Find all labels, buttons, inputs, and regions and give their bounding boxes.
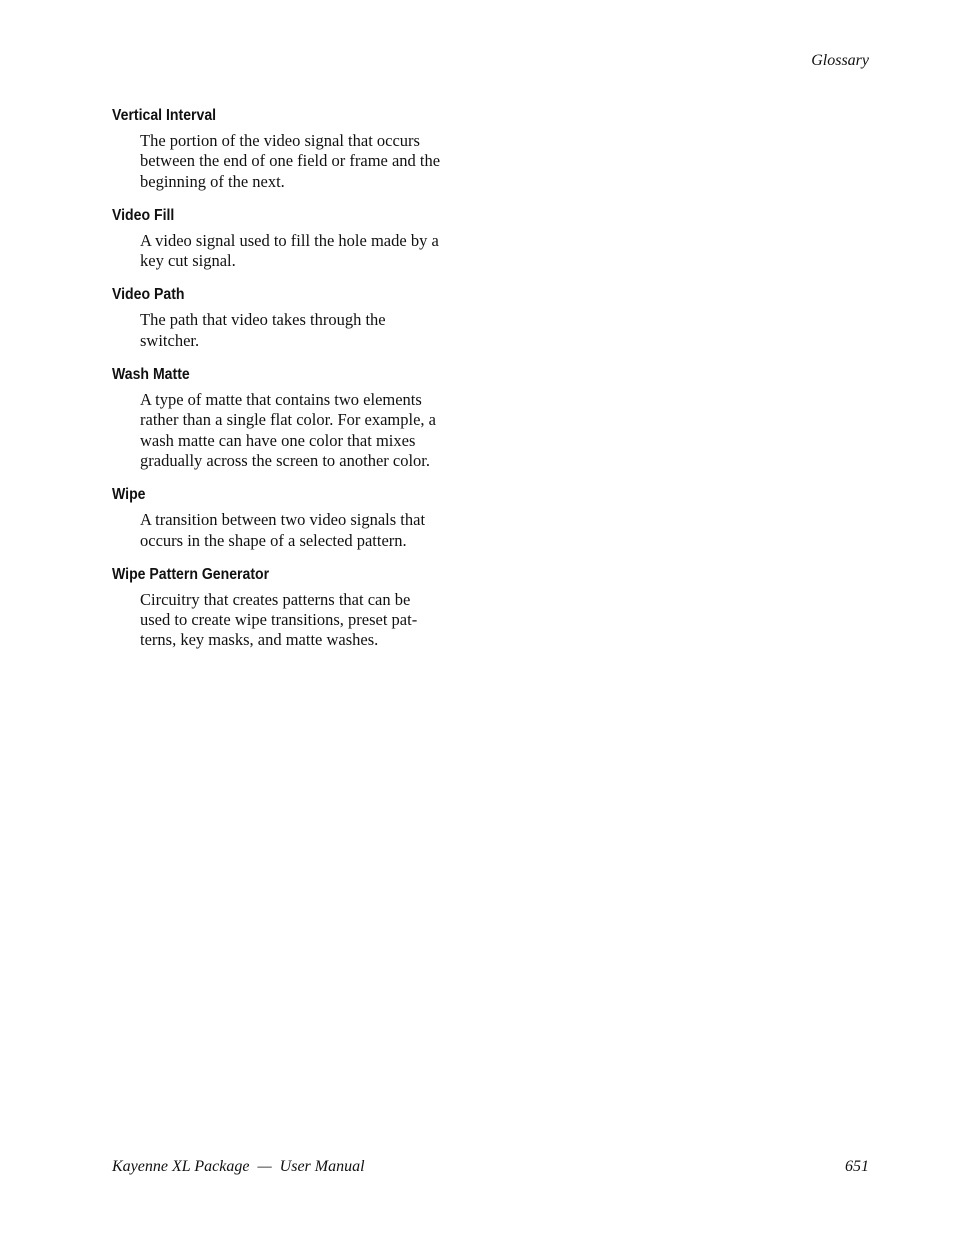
glossary-definition	[140, 231, 480, 272]
glossary-term: Wipe	[112, 486, 146, 504]
glossary-term: Vertical Interval	[112, 107, 217, 124]
glossary-entry	[112, 284, 492, 351]
footer-document-title: Kayenne XL Package — User Manual	[112, 1158, 365, 1175]
glossary-entry	[112, 364, 492, 471]
glossary-term: Wipe Pattern Generator	[112, 565, 270, 583]
glossary-entry	[112, 484, 492, 551]
glossary-entry	[112, 205, 492, 272]
definition-line: occurs in the shape of a selected pattern.	[140, 530, 407, 550]
definition-line: Circuitry that creates patterns that can be	[140, 589, 411, 609]
glossary-definition	[140, 310, 480, 351]
footer-page-number: 651	[845, 1158, 869, 1175]
definition-line: beginning of the next.	[140, 171, 285, 191]
glossary-definition	[140, 390, 480, 471]
definition-line: A transition between two video signals that	[140, 510, 426, 530]
definition-line: rather than a single flat color. For example, a	[140, 410, 436, 430]
glossary-definition	[140, 590, 480, 651]
glossary-term: Wash Matte	[112, 366, 190, 384]
definition-line: between the end of one field or frame and the	[140, 151, 441, 171]
running-head-section: Glossary	[811, 52, 869, 69]
glossary-term: Video Path	[112, 286, 185, 304]
definition-line: A video signal used to fill the hole made by a	[140, 230, 439, 250]
glossary-list	[112, 105, 492, 664]
glossary-definition	[140, 510, 480, 551]
definition-line: key cut signal.	[140, 251, 236, 271]
definition-line: gradually across the screen to another color.	[140, 450, 431, 470]
definition-line: The portion of the video signal that occurs	[140, 131, 420, 150]
glossary-definition	[140, 131, 480, 192]
definition-line: The path that video takes through the	[140, 310, 386, 330]
definition-line: switcher.	[140, 330, 200, 350]
glossary-term: Video Fill	[112, 206, 175, 224]
glossary-entry	[112, 105, 492, 192]
definition-line: terns, key masks, and matte washes.	[140, 630, 379, 650]
definition-line: used to create wipe transitions, preset pat-	[140, 610, 418, 630]
glossary-entry	[112, 564, 492, 651]
definition-line: A type of matte that contains two elements	[140, 390, 422, 410]
definition-line: wash matte can have one color that mixes	[140, 430, 416, 450]
